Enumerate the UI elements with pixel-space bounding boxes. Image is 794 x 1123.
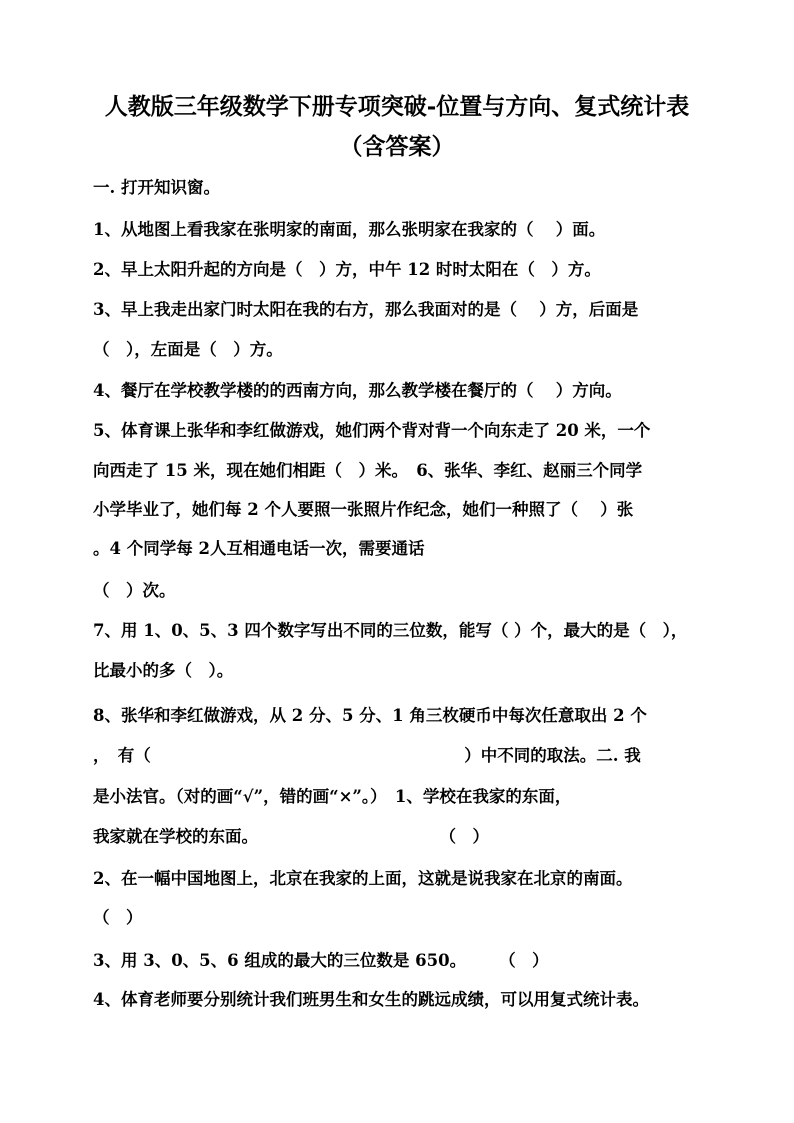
question-line: 2、在一幅中国地图上，北京在我家的上面，这就是说我家在北京的南面。 [93, 869, 633, 888]
question-line: 5、体育课上张华和李红做游戏，她们两个背对背一个向东走了 20 米，一个 [93, 421, 651, 440]
question-line: 8、张华和李红做游戏，从 2 分、5 分、1 角三枚硬币中每次任意取出 2 个 [93, 706, 647, 725]
question-line: 3、早上我走出家门时太阳在我的右方，那么我面对的是（ ）方，后面是 [93, 300, 639, 319]
question-line: 我家就在学校的东面。 （ ） [93, 827, 489, 846]
question-line: 7、用 1、0、5、3 四个数字写出不同的三位数，能写（ ）个，最大的是（ ）， [93, 621, 688, 640]
question-line: 向西走了 15 米，现在她们相距（ ）米。 6、张华、李红、赵丽三个同学 [93, 461, 643, 480]
question-line: 。4 个同学每 2人互相通电话一次，需要通话 [93, 539, 425, 558]
question-line: （ ） [93, 908, 143, 927]
question-line: ， 有（ ）中不同的取法。二. 我 [93, 746, 641, 765]
question-line: 是小法官。（对的画“√”，错的画“×”。） 1、学校在我家的东面， [93, 787, 572, 806]
question-line: 小学毕业了，她们每 2 个人要照一张照片作纪念，她们一种照了（ ）张 [93, 500, 634, 519]
question-line: 4、餐厅在学校教学楼的的西南方向，那么教学楼在餐厅的（ ）方向。 [93, 381, 622, 400]
section-heading-1: 一. 打开知识窗。 [93, 178, 220, 197]
question-line: 1、从地图上看我家在张明家的南面，那么张明家在我家的（ ）面。 [93, 220, 606, 239]
question-line: 比最小的多（ ）。 [93, 661, 234, 680]
page-title: 人教版三年级数学下册专项突破-位置与方向、复式统计表 [104, 93, 690, 120]
question-line: （ ），左面是（ ）方。 [93, 340, 283, 359]
question-line: 3、用 3、0、5、6 组成的最大的三位数是 650。 （ ） [93, 951, 549, 970]
question-line: （ ）次。 [93, 581, 176, 600]
question-line: 2、早上太阳升起的方向是（ ）方，中午 12 时时太阳在（ ）方。 [93, 260, 601, 279]
question-line: 4、体育老师要分别统计我们班男生和女生的跳远成绩，可以用复式统计表。 [93, 990, 649, 1009]
page-subtitle: （含答案） [339, 133, 455, 160]
